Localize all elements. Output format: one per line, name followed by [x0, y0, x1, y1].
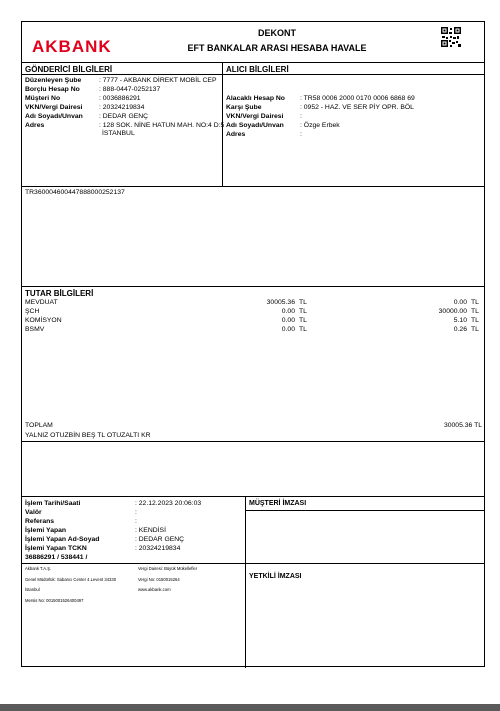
sender-row: Düzenleyen Şube : 7777 - AKBANK DİREKT MOBİL CEP — [25, 77, 217, 84]
amount-in-words: YALNIZ OTUZBİN BEŞ TL OTUZALTI KR — [25, 432, 151, 439]
customer-signature-label: MÜŞTERİ İMZASI — [249, 500, 307, 507]
qr-code-icon — [440, 26, 462, 48]
footer-line: Mersis No: 0015001526400497 — [25, 598, 84, 603]
transaction-row: İşlemi Yapan TCKN : 20324219834 — [25, 545, 181, 552]
receiver-row: VKN/Vergi Dairesi : — [226, 113, 302, 120]
receiver-row: Karşı Şube : 0952 - HAZ. VE SER PİY OPR. BÖL — [226, 104, 414, 111]
receipt-document: AKBANK DEKONT EFT BANKALAR ARASI HESABA HAVALE GÖNDERİCİ BİLGİLERİ Düzenleyen Şube : 7777 - AKBANK DİREKT MOBİL CEP Borçlu Hesap No : 888-0447-0252137 Müşteri No : 0036886291 VKN/Vergi Dairesi : 20324219834 Adı Soyadı/Unvan : DEDAR GENÇ Adres : 128 SOK. NİNE HATUN MAH. NO:4 D:5 İSTANBUL ALICI BİLGİLERİ Alacaklı Hesap No : TR58 0006 2000 0170 0006 6868 69 Karşı Şube : 0952 - HAZ. VE SER PİY OPR. BÖL VKN/Vergi Dairesi : Adı Soyadı/Unvan : Özge Erbek Adres : TR360004600447888000252137 TUTAR BİLGİLERİ MEVDUAT 30005.36 TL 0.00 TL ŞCH 0.00 TL 30000.00 TL KOMİSYON 0.00 TL 5.10 TL BSMV 0.00 TL 0.26 TL TOPLAM 30005.36 TL YALNIZ OTUZBİN BEŞ TL OTUZALTI KR İşlem Tarihi/Saati : 22.12.2023 20:06:03 Valör : Referans : İşlemi Yapan : KENDİSİ İşlemi Yapan Ad-Soyad : DEDAR GENÇ İşlemi Yapan TCKN : 20324219834 36886291 / 538441 / MÜŞTERİ İMZASI Akbank T.A.Ş. Genel Müdürlük: Sabancı Center 4.Levent 34330 İstanbul Mersis No: 0015001526400497 Vergi Dairesi: Büyük Mükellefler Vergi No: 0150015264 www.akbank.com YETKİLİ İMZASI — [21, 21, 485, 667]
sender-row: Müşteri No : 0036886291 — [25, 95, 141, 102]
footer-line: www.akbank.com — [138, 587, 171, 592]
receiver-row: Adres : — [226, 131, 302, 138]
footer-line: Akbank T.A.Ş. — [25, 566, 52, 571]
total-label: TOPLAM — [25, 422, 53, 429]
receiver-row: Alacaklı Hesap No : TR58 0006 2000 0170 0006 6868 69 — [226, 95, 415, 102]
footer-line: Vergi Dairesi: Büyük Mükellefler — [138, 566, 198, 571]
sender-row: VKN/Vergi Dairesi : 20324219834 — [25, 104, 145, 111]
sender-row: Adres : 128 SOK. NİNE HATUN MAH. NO:4 D:5 — [25, 122, 225, 129]
transaction-row: İşlem Tarihi/Saati : 22.12.2023 20:06:03 — [25, 500, 202, 507]
document-title: DEKONT — [258, 28, 296, 38]
footer-line: İstanbul — [25, 587, 40, 592]
transaction-row: Valör : — [25, 509, 137, 516]
receiver-row: Adı Soyadı/Unvan : Özge Erbek — [226, 122, 340, 129]
reference-number: TR360004600447888000252137 — [25, 189, 125, 196]
amounts-section-title: TUTAR BİLGİLERİ — [25, 289, 94, 298]
authorized-signature-label: YETKİLİ İMZASI — [249, 573, 302, 580]
sender-address-line2: İSTANBUL — [102, 130, 135, 137]
sender-row: Borçlu Hesap No : 888-0447-0252137 — [25, 86, 161, 93]
akbank-logo: AKBANK — [32, 37, 112, 56]
sender-section-title: GÖNDERİCİ BİLGİLERİ — [25, 65, 113, 74]
footer-line: Genel Müdürlük: Sabancı Center 4.Levent 34330 — [25, 577, 117, 582]
transaction-row: Referans : — [25, 518, 137, 525]
document-subtitle: EFT BANKALAR ARASI HESABA HAVALE — [187, 43, 367, 53]
sender-row: Adı Soyadı/Unvan : DEDAR GENÇ — [25, 113, 149, 120]
transaction-row: İşlemi Yapan : KENDİSİ — [25, 527, 166, 534]
footer-line: Vergi No: 0150015264 — [138, 577, 180, 582]
transaction-row: İşlemi Yapan Ad-Soyad : DEDAR GENÇ — [25, 536, 185, 543]
receiver-section-title: ALICI BİLGİLERİ — [226, 65, 289, 74]
transaction-code: 36886291 / 538441 / — [25, 554, 88, 561]
bottom-bar — [0, 704, 500, 711]
total-value: 30005.36 TL — [443, 422, 482, 429]
